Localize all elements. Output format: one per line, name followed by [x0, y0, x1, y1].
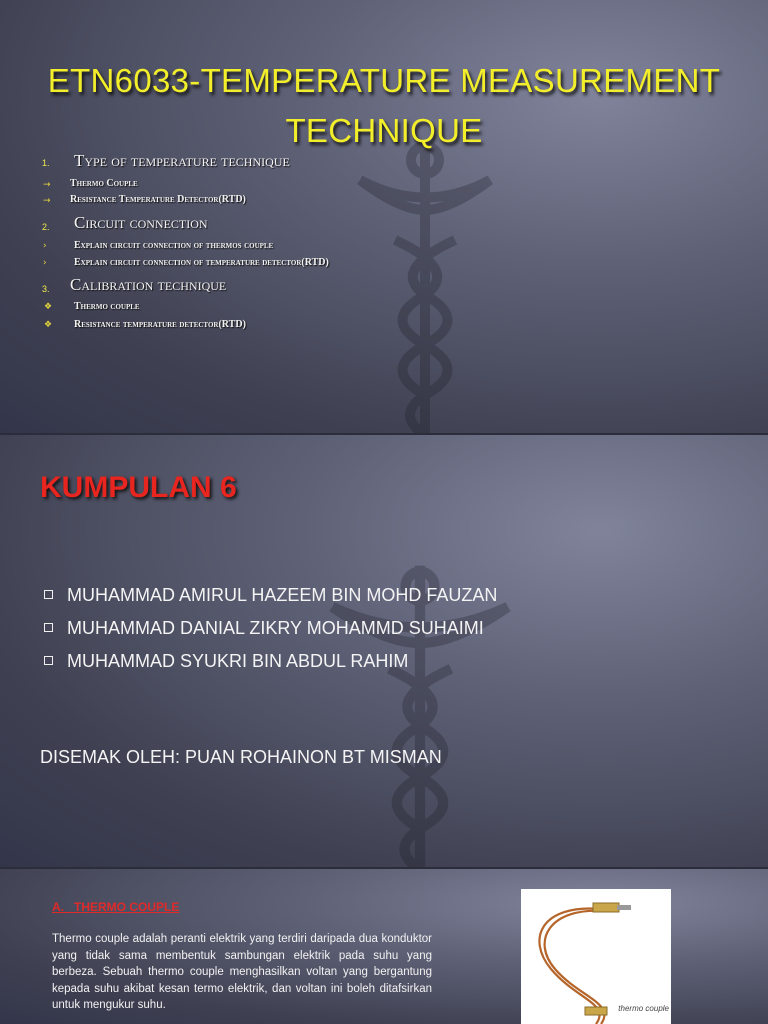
section-heading: Calibration technique — [70, 275, 227, 294]
slide-2 — [0, 435, 768, 867]
section-heading: Circuit connection — [74, 213, 208, 232]
section-label: A. — [52, 900, 64, 914]
triangle-icon: › — [43, 258, 47, 268]
slide-title-line-2: TECHNIQUE — [285, 112, 483, 149]
slide-1 — [0, 0, 768, 433]
thermocouple-image — [521, 889, 671, 1024]
member-name: MUHAMMAD AMIRUL HAZEEM BIN MOHD FAUZAN — [67, 585, 498, 605]
group-heading: KUMPULAN 6 — [40, 471, 237, 504]
triangle-icon: › — [43, 241, 47, 251]
list-item: Resistance Temperature Detector(RTD) — [70, 194, 246, 205]
section-title-text: THERMO COUPLE — [74, 900, 180, 914]
reviewer-text: DISEMAK OLEH: PUAN ROHAINON BT MISMAN — [40, 747, 442, 767]
image-caption: thermo couple — [618, 1004, 669, 1013]
description-paragraph: Thermo couple adalah peranti elektrik yang terdiri daripada dua konduktor yang tidak sama membentuk sambungan elektrik pada suhu yang berbeza. Sebuah thermo couple menghasilkan voltan yang bergantung kepada suhu akibat kesan termo elektrik, dan voltan ini boleh ditafsirkan untuk mengukur suhu. — [52, 933, 432, 1011]
diamond-icon: ❖ — [44, 320, 53, 330]
member-list-item — [44, 585, 497, 606]
section-heading: Type of temperature technique — [74, 151, 290, 170]
section-number: 1. — [42, 158, 50, 168]
slide-3 — [0, 869, 768, 1024]
member-list-item — [44, 618, 484, 639]
slide-title-line-1: ETN6033-TEMPERATURE MEASUREMENT — [47, 62, 721, 99]
arrow-icon: → — [43, 196, 51, 206]
caduceus-watermark-icon — [300, 120, 550, 433]
list-item: Resistance temperature detector(RTD) — [74, 319, 246, 330]
section-title — [52, 900, 179, 914]
slide-title — [0, 56, 768, 156]
list-item: Explain circuit connection of thermos couple — [74, 240, 274, 251]
list-item: Thermo couple — [74, 301, 140, 312]
diamond-icon: ❖ — [44, 302, 53, 312]
arrow-icon: → — [43, 180, 51, 190]
checkbox-bullet-icon — [44, 590, 53, 599]
member-list-item — [44, 651, 408, 672]
member-name: MUHAMMAD SYUKRI BIN ABDUL RAHIM — [67, 651, 409, 671]
list-item: Thermo Couple — [70, 178, 138, 189]
list-item: Explain circuit connection of temperature detector(RTD) — [74, 257, 329, 268]
member-name: MUHAMMAD DANIAL ZIKRY MOHAMMD SUHAIMI — [67, 618, 484, 638]
checkbox-bullet-icon — [44, 623, 53, 632]
section-number: 2. — [42, 222, 50, 232]
checkbox-bullet-icon — [44, 656, 53, 665]
section-number: 3. — [42, 284, 50, 294]
